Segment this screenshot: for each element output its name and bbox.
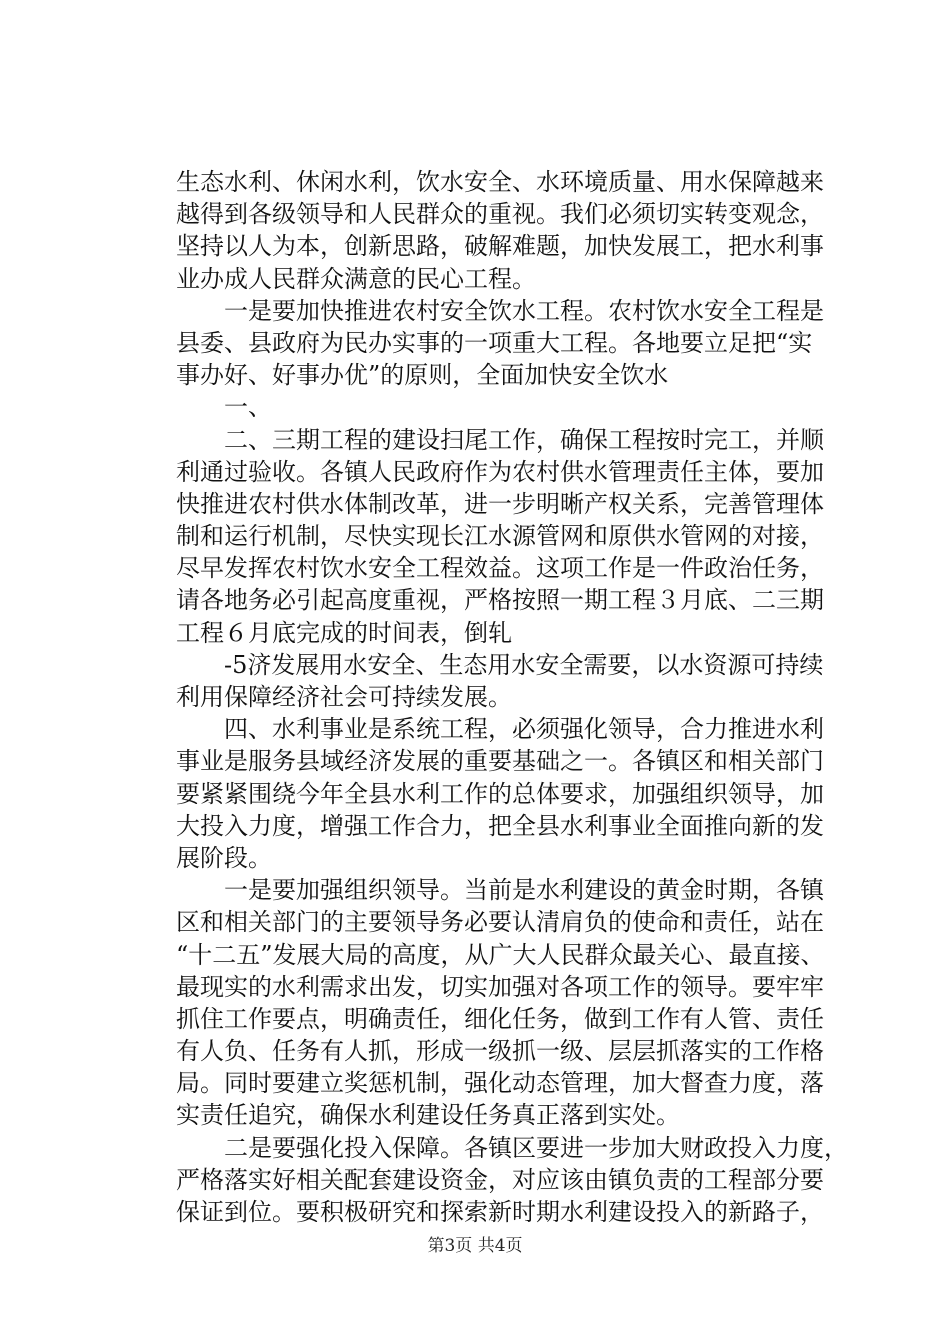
- text-line: 局。同时要建立奖惩机制，强化动态管理，加大督查力度，落: [176, 1069, 824, 1098]
- text-line: 最现实的水利需求出发，切实加强对各项工作的领导。要牢牢: [176, 972, 824, 1001]
- text-line: 请各地务必引起高度重视，严格按照一期工程３月底、二三期: [176, 586, 824, 615]
- text-line: 尽早发挥农村饮水安全工程效益。这项工作是一件政治任务，: [176, 554, 824, 583]
- text-line: 抓住工作要点，明确责任，细化任务，做到工作有人管、责任: [176, 1004, 824, 1033]
- text-line: 有人负、任务有人抓，形成一级抓一级、层层抓落实的工作格: [176, 1037, 824, 1066]
- text-line: 展阶段。: [176, 843, 272, 872]
- text-line: 利用保障经济社会可持续发展。: [176, 683, 512, 711]
- text-line: 生态水利、休闲水利，饮水安全、水环境质量、用水保障越来: [176, 168, 824, 196]
- text-line: -5济发展用水安全、生态用水安全需要，以水资源可持续: [176, 650, 824, 679]
- text-line: 实责任追究，确保水利建设任务真正落到实处。: [176, 1101, 680, 1130]
- document-body: [176, 166, 846, 1228]
- text-line: “十二五”发展大局的高度，从广大人民群众最关心、最直接、: [176, 940, 825, 969]
- text-line: 要紧紧围绕今年全县水利工作的总体要求，加强组织领导，加: [176, 779, 824, 808]
- text-line: 县委、县政府为民办实事的一项重大工程。各地要立足把“实: [176, 328, 813, 357]
- page-footer: 第3页 共4页: [427, 1236, 523, 1256]
- text-line: 越得到各级领导和人民群众的重视。我们必须切实转变观念，: [176, 200, 824, 229]
- text-line: 制和运行机制，尽快实现长江水源管网和原供水管网的对接，: [176, 522, 824, 551]
- text-line: 一是要加强组织领导。当前是水利建设的黄金时期，各镇: [176, 876, 824, 905]
- text-line: 业办成人民群众满意的民心工程。: [176, 264, 536, 293]
- text-line: 工程６月底完成的时间表，倒轧: [176, 618, 512, 647]
- text-line: 保证到位。要积极研究和探索新时期水利建设投入的新路子，: [176, 1198, 824, 1226]
- text-line: 一是要加快推进农村安全饮水工程。农村饮水安全工程是: [176, 296, 824, 325]
- text-line: 坚持以人为本，创新思路，破解难题，加快发展工，把水利事: [176, 232, 824, 261]
- text-line: 大投入力度，增强工作合力，把全县水利事业全面推向新的发: [176, 811, 824, 840]
- text-line: 利通过验收。各镇人民政府作为农村供水管理责任主体，要加: [176, 457, 824, 486]
- text-line: 四、水利事业是系统工程，必须强化领导，合力推进水利: [176, 715, 824, 744]
- text-line: 二、三期工程的建设扫尾工作，确保工程按时完工，并顺: [176, 425, 824, 454]
- text-line: 一、: [176, 393, 272, 422]
- text-line: 区和相关部门的主要领导务必要认清肩负的使命和责任，站在: [176, 908, 824, 937]
- text-line: 事办好、好事办优”的原则，全面加快安全饮水: [176, 361, 669, 390]
- text-line: 快推进农村供水体制改革，进一步明晰产权关系，完善管理体: [176, 489, 824, 518]
- text-line: 严格落实好相关配套建设资金，对应该由镇负责的工程部分要: [176, 1165, 824, 1194]
- text-line: 事业是服务县域经济发展的重要基础之一。各镇区和相关部门: [176, 747, 824, 776]
- text-line: 二是要强化投入保障。各镇区要进一步加大财政投入力度，: [176, 1133, 848, 1162]
